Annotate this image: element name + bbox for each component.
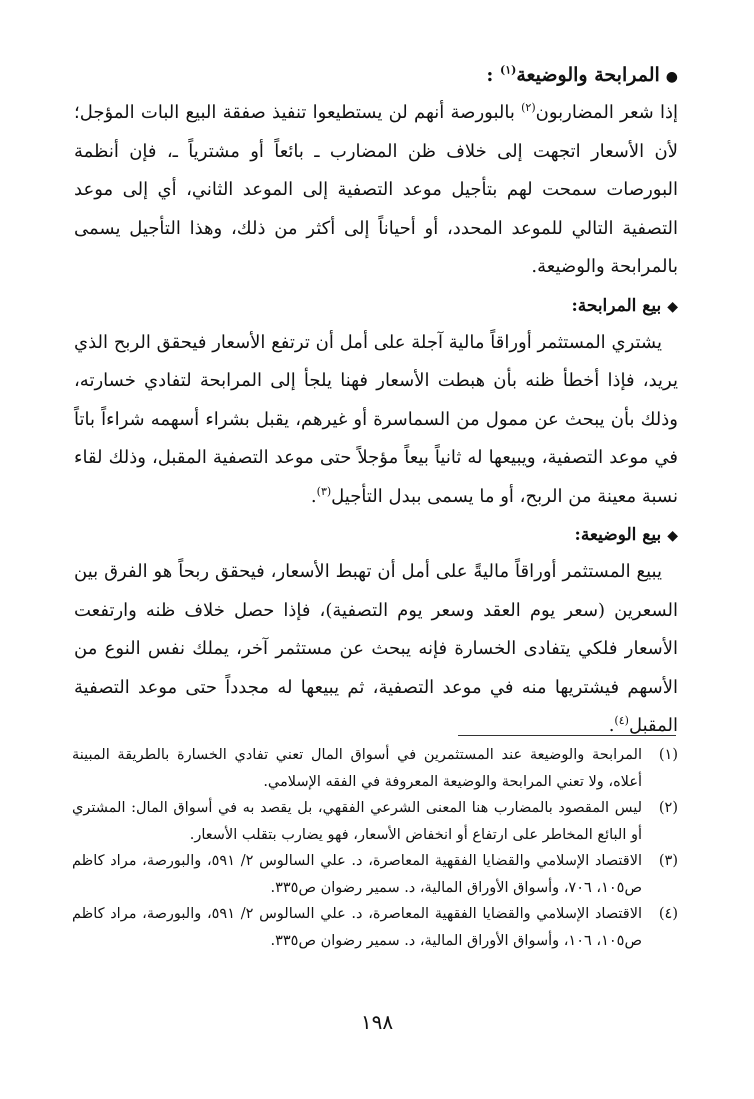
footnote-ref: (٢)	[521, 101, 536, 114]
paragraph-text: إذا شعر المضاربون	[535, 102, 678, 123]
footnote-text: ليس المقصود بالمضارب هنا المعنى الشرعي الفقهي، بل يقصد به في أسواق المال: المشتري أو البائع المخاطر على ارتفاع أو انخفاض الأسعار، فهو يضارب بتقلب الأسعار.	[72, 800, 642, 843]
diamond-bullet-icon: ◆	[667, 298, 678, 315]
footnote-text: الاقتصاد الإسلامي والقضايا الفقهية المعاصرة، د. علي السالوس ٢/ ٥٩١، والبورصة، مراد كاظم ص١٠٥، ١٠٦، وأسواق الأوراق المالية، د. سمير رضوان ص٣٣٥.	[72, 906, 643, 949]
footnote-number: (١)	[658, 747, 678, 763]
murabaha-paragraph	[74, 324, 678, 517]
heading-colon: :	[486, 64, 500, 86]
subheading-murabaha	[74, 291, 678, 322]
page-number: ١٩٨	[360, 1010, 394, 1034]
footnote-item	[72, 901, 678, 954]
footnote-item	[72, 848, 678, 901]
footnote-ref: (٤)	[614, 714, 629, 727]
paragraph-end: .	[608, 715, 615, 736]
paragraph-text: بالبورصة أنهم لن يستطيعوا تنفيذ صفقة البيع البات المؤجل؛ لأن الأسعار اتجهت إلى خلاف ظن المضارب ـ بائعاً أو مشترياً ـ، فإن أنظمة البورصات سمحت لهم بتأجيل موعد التصفية إلى الموعد الثاني، أي إلى موعد التصفية التالي للموعد المحدد، أو أحياناً إلى أكثر من ذلك، وهذا التأجيل يسمى بالمرابحة والوضيعة.	[74, 102, 678, 277]
footnote-number: (٣)	[658, 853, 678, 869]
subheading-text: بيع المرابحة:	[571, 295, 662, 316]
bullet-dot-icon: ●	[665, 69, 678, 85]
diamond-bullet-icon: ◆	[667, 528, 678, 544]
footnote-divider	[458, 735, 676, 736]
section-heading	[74, 60, 678, 92]
heading-text: المرابحة والوضيعة	[516, 64, 660, 86]
footnote-text: المرابحة والوضيعة عند المستثمرين في أسواق المال تعني تفادي الخسارة بالطريقة المبينة أعلاه، ولا تعني المرابحة والوضيعة المعروفة في الفقه الإسلامي.	[72, 747, 642, 790]
footnote-item	[72, 742, 678, 795]
footnote-number: (٢)	[658, 800, 678, 816]
main-text	[74, 60, 678, 746]
paragraph-text: يشتري المستثمر أوراقاً مالية آجلة على أمل أن ترتفع الأسعار فيحقق الربح الذي يريد، فإذا أخطأ ظنه بأن هبطت الأسعار فهنا يلجأ إلى المرابحة لتفادي خسارته، وذلك بأن يبحث عن ممول من السماسرة أو غيرهم، يقبل بشراء أسهمه شراءاً باتاً في موعد التصفية، ويبيعها له ثانياً بيعاً مؤجلاً حتى موعد التصفية المقبل، وذلك لقاء نسبة معينة من الربح، أو ما يسمى ببدل التأجيل	[74, 331, 678, 507]
footnote-ref: (١)	[499, 63, 517, 77]
paragraph-end: .	[310, 485, 317, 507]
subheading-wadia	[74, 520, 678, 551]
wadia-paragraph	[74, 553, 678, 746]
footnote-item	[72, 795, 678, 848]
paragraph-text: يبيع المستثمر أوراقاً ماليةً على أمل أن تهبط الأسعار، فيحقق ربحاً هو الفرق بين السعرين (سعر يوم العقد وسعر يوم التصفية)، فإذا حصل خلاف ظنه وارتفعت الأسعار فلكي يتفادى الخسارة فإنه يبحث عن مستثمر آخر، يملك نفس النوع من الأسهم فيشتريها منه في موعد التصفية، ثم يبيعها له مجدداً حتى موعد التصفية المقبل	[74, 561, 678, 736]
footnote-number: (٤)	[658, 906, 678, 922]
intro-paragraph	[74, 94, 678, 287]
footnote-text: الاقتصاد الإسلامي والقضايا الفقهية المعاصرة، د. علي السالوس ٢/ ٥٩١، والبورصة، مراد كاظم ص١٠٥، ٧٠٦، وأسواق الأوراق المالية، د. سمير رضوان ص٣٣٥.	[72, 853, 643, 896]
footnotes	[72, 742, 678, 954]
subheading-text: بيع الوضيعة:	[574, 525, 662, 545]
footnote-ref: (٣)	[316, 484, 332, 498]
